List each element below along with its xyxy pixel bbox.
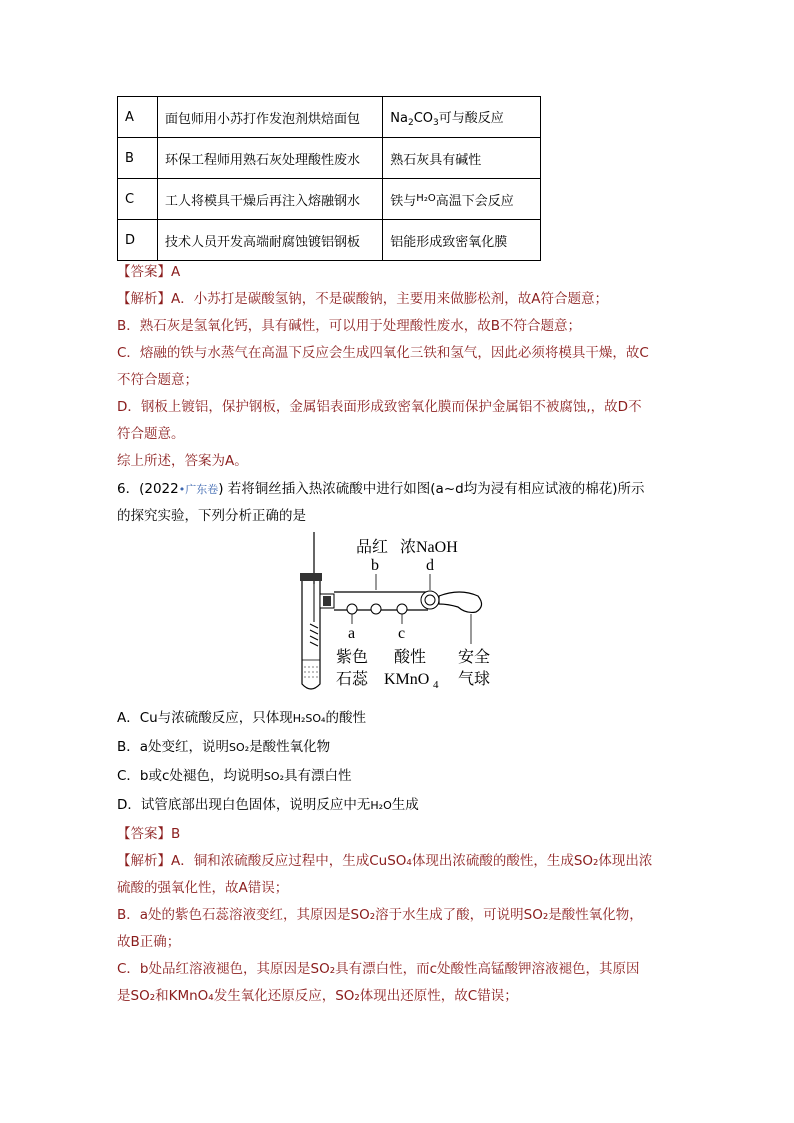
q6-answer: 【答案】B [117, 826, 181, 842]
q5-answer: 【答案】A [117, 264, 181, 280]
q5-analysis-c2: 不符合题意； [117, 372, 198, 388]
row-reason [383, 97, 541, 138]
label-naoh: 浓NaOH [400, 539, 458, 556]
row-letter: D [118, 220, 158, 261]
q5-analysis-c1: C．熔融的铁与水蒸气在高温下反应会生成四氧化三铁和氢气，因此必须将模具干燥，故C [117, 345, 649, 361]
label-c: c [398, 625, 406, 642]
analysis-text: A．小苏打是碳酸氢钠，不是碳酸钠，主要用来做膨松剂，故A符合题意； [171, 291, 608, 307]
row-letter: A [118, 97, 158, 138]
formula: SO₂ [229, 741, 250, 754]
tube-stopper [300, 573, 322, 581]
q5-summary: 综上所述，答案为A。 [117, 453, 248, 469]
table-row [118, 179, 541, 220]
label-qiqiu: 气球 [458, 671, 491, 688]
reason-text: 高温下会反应 [435, 193, 514, 209]
q6-option-d [117, 795, 419, 816]
formula: SO₂ [263, 770, 284, 783]
q6-option-b [117, 737, 330, 758]
copper-coil [310, 584, 318, 646]
table-row [118, 138, 541, 179]
label-pinhong: 品红 [356, 539, 389, 556]
formula-sub: 2 [407, 117, 414, 128]
q6-option-a [117, 708, 366, 729]
option-text: 的酸性 [325, 710, 366, 726]
q6-stem-line1 [117, 479, 644, 500]
label-shirui: 石蕊 [336, 671, 369, 688]
label-kmno4: KMnO [384, 671, 430, 688]
row-reason [383, 179, 541, 220]
label-d: d [426, 557, 434, 574]
side-arm-plug [323, 596, 331, 606]
safety-balloon [439, 592, 482, 612]
label-zise: 紫色 [336, 649, 369, 666]
label-anquan: 安全 [458, 649, 491, 666]
stem-text: ) 若将铜丝插入热浓硫酸中进行如图(a~d均为浸有相应试液的棉花)所示 [218, 481, 645, 497]
row-action: 工人将模具干燥后再注入熔融钢水 [157, 179, 382, 220]
formula-h2o: H₂O [416, 192, 436, 204]
liquid-fill [304, 667, 318, 677]
q6-analysis-b2: 故B正确； [117, 934, 181, 950]
cotton-d [421, 591, 439, 609]
row-action: 面包师用小苏打作发泡剂烘焙面包 [157, 97, 382, 138]
option-text: D．试管底部出现白色固体，说明反应中无 [117, 797, 371, 813]
cotton-a [347, 604, 357, 614]
option-text: 是酸性氧化物 [249, 739, 331, 755]
row-action: 环保工程师用熟石灰处理酸性废水 [157, 138, 382, 179]
formula-co: CO [413, 110, 434, 126]
row-action: 技术人员开发高端耐腐蚀镀铝钢板 [157, 220, 382, 261]
cotton-b [371, 604, 381, 614]
row-reason: 铝能形成致密氧化膜 [383, 220, 541, 261]
row-reason: 熟石灰具有碱性 [383, 138, 541, 179]
option-text: C．b或c处褪色，均说明 [117, 768, 264, 784]
q6-analysis-b1: B．a处的紫色石蕊溶液变红，其原因是SO₂溶于水生成了酸，可说明SO₂是酸性氧化物， [117, 907, 643, 923]
q5-analysis-a [117, 289, 608, 309]
label-a: a [348, 625, 356, 642]
option-text: B．a处变红，说明 [117, 739, 230, 755]
cotton-c [397, 604, 407, 614]
formula-na: Na [390, 110, 408, 126]
label-kmno4-sub: 4 [433, 679, 439, 691]
q6-stem-line2: 的探究实验，下列分析正确的是 [117, 508, 306, 524]
options-table [117, 96, 541, 261]
row-letter: B [118, 138, 158, 179]
option-text: A．Cu与浓硫酸反应，只体现 [117, 710, 293, 726]
label-suanxing: 酸性 [394, 649, 427, 666]
q6-analysis-c1: C．b处品红溶液褪色，其原因是SO₂具有漂白性，而c处酸性高锰酸钾溶液褪色，其原因 [117, 961, 640, 977]
q6-option-c [117, 766, 351, 787]
q6-analysis-a1: 【解析】A．铜和浓硫酸反应过程中，生成CuSO₄体现出浓硫酸的酸性，生成SO₂体现出浓 [117, 853, 653, 869]
table-row [118, 97, 541, 138]
stem-text: 6．(2022 [117, 481, 179, 497]
q5-analysis-d1: D．钢板上镀铝，保护钢板，金属铝表面形成致密氧化膜而保护金属铝不被腐蚀,，故D不 [117, 399, 642, 415]
option-text: 生成 [391, 797, 419, 813]
test-tube [302, 581, 320, 689]
table-row [118, 220, 541, 261]
reason-text: 可与酸反应 [438, 110, 504, 126]
formula-sub: 3 [433, 117, 439, 128]
reason-text: 铁与 [390, 193, 417, 209]
q6-analysis-c2: 是SO₂和KMnO₄发生氧化还原反应，SO₂体现出还原性，故C错误； [117, 988, 518, 1004]
formula: H₂O [370, 799, 392, 812]
analysis-head: 【解析】 [117, 291, 171, 307]
option-text: 具有漂白性 [283, 768, 352, 784]
formula: H₂SO₄ [292, 712, 326, 725]
source-tag: •广东卷 [178, 483, 219, 496]
row-letter: C [118, 179, 158, 220]
q5-analysis-d2: 符合题意。 [117, 426, 185, 442]
apparatus-diagram [290, 532, 510, 697]
q5-analysis-b: B．熟石灰是氢氧化钙，具有碱性，可以用于处理酸性废水，故B不符合题意； [117, 318, 582, 334]
q6-analysis-a2: 硫酸的强氧化性，故A错误； [117, 880, 289, 896]
label-b: b [371, 557, 379, 574]
